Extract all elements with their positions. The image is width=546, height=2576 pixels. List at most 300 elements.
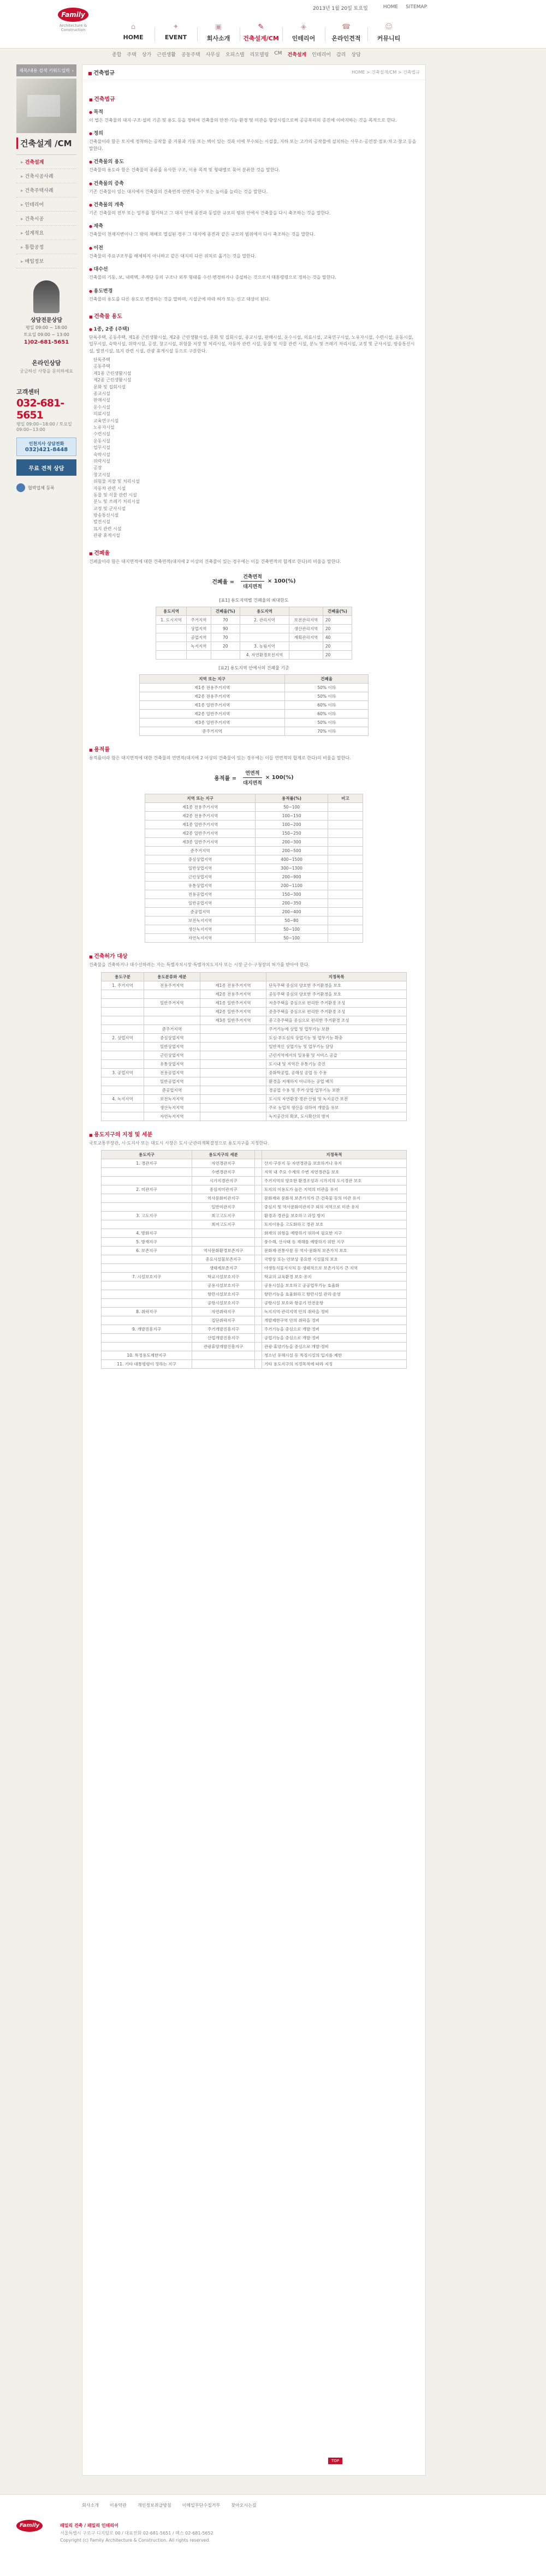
top-link-home[interactable]: HOME <box>383 4 399 10</box>
far-text: 용적률이라 함은 대지면적에 대한 건축물의 연면적(대지에 2 이상의 건축물이 있는 경우에는 이들 연면적의 합계로 한다)의 비율을 말한다. <box>89 756 351 761</box>
section-heading: ■ 용적률 <box>89 745 419 753</box>
table-cell <box>186 651 211 660</box>
section-heading: ■ 건폐율 <box>89 548 419 556</box>
table-cell: 자연녹지지역 <box>145 934 256 943</box>
formula-fraction <box>241 573 264 590</box>
table-cell: 도심·부도심의 상업기능 및 업무기능 확충 <box>266 1033 407 1042</box>
table-cell: 제1종 전용주거지역 <box>140 684 285 692</box>
list-item: 제1종 근린생활시설 <box>93 370 132 376</box>
table-row <box>102 1229 407 1238</box>
list-item: 의료시설 <box>93 411 110 417</box>
table-cell: 개발제한구역 안의 취락을 정비 <box>262 1316 406 1325</box>
table-cell <box>255 1212 262 1220</box>
sidebar-item[interactable]: ▸ 건축시공사례 <box>16 169 76 183</box>
permit-text: 건축물을 건축하거나 대수선하려는 자는 특별자치시장·특별자치도지사 또는 시장·군수·구청장의 허가를 받아야 한다. <box>89 962 310 968</box>
table-row <box>102 1203 407 1212</box>
table-cell <box>102 1343 192 1351</box>
table-row <box>102 1308 407 1316</box>
table-cell: 주거지역의 양호한 환경조성과 시가지의 도시경관 보호 <box>262 1177 406 1185</box>
table-row <box>102 1177 407 1185</box>
table-row <box>102 1334 407 1343</box>
list-item: 운수시설 <box>93 404 110 410</box>
table-header-cell: 용적률(%) <box>256 794 328 803</box>
sidebar-item[interactable]: ▸ 매입정보 <box>16 254 76 268</box>
formula-lhs: 건폐율 = <box>212 579 235 586</box>
list-item: 종교시설 <box>93 391 110 397</box>
table-header-cell: 지정목적 <box>262 1151 406 1159</box>
table-row <box>145 864 363 873</box>
logo-subtitle: Architecture & Construction <box>59 23 87 32</box>
table-cell <box>200 1077 266 1086</box>
table-cell: 150~250 <box>256 829 328 838</box>
partner-register-link[interactable] <box>16 483 76 492</box>
table-cell: 제1종 일반주거지역 <box>200 998 266 1007</box>
table-cell: 학교시설보호지구 <box>192 1273 254 1281</box>
table-row <box>140 701 369 710</box>
table-cell: 8. 취락지구 <box>102 1308 192 1316</box>
table-cell <box>328 916 363 925</box>
table-cell: 자연녹지지역 <box>144 1112 200 1121</box>
footer-link[interactable]: 찾아오시는길 <box>231 2503 257 2508</box>
top-link-sitemap[interactable]: SITEMAP <box>406 4 427 10</box>
nav-label: 커뮤니티 <box>377 35 401 42</box>
gift-icon: ✦ <box>173 23 179 31</box>
district-text: 국토교통부장관, 시·도지사 또는 대도시 시장은 도시·군관리계획결정으로 용도지구를 지정한다. <box>89 1140 269 1146</box>
paragraph: 이 법은 건축물의 대지·구조·설비 기준 및 용도 등을 정하여 건축물의 안전·기능·환경 및 미관을 향상시킴으로써 공공복리의 증진에 이바지하는 것을 목적으로 한다. <box>89 118 397 123</box>
coverage-formula <box>156 573 352 590</box>
people-icon: ☺ <box>385 23 393 31</box>
list-item: 숙박시설 <box>93 452 110 457</box>
table-cell <box>328 812 363 820</box>
table-cell: 200~300 <box>256 838 328 847</box>
table-cell <box>144 990 200 998</box>
table-cell: 항만기능을 효율화하고 항만시설 관리·운영 <box>262 1290 406 1299</box>
table-header-cell: 지정목록 <box>266 972 407 981</box>
table-cell: 50~80 <box>256 916 328 925</box>
table-cell: 저층주택을 중심으로 편리한 주거환경 조성 <box>266 998 407 1007</box>
table-cell: 관광휴양개발진흥지구 <box>192 1343 254 1351</box>
nav-label: 온라인견적 <box>331 35 361 42</box>
customer-center <box>16 387 76 432</box>
footer-info <box>60 2522 213 2544</box>
table-cell <box>255 1334 262 1343</box>
table-cell <box>255 1273 262 1281</box>
logo[interactable] <box>50 8 96 34</box>
nav-architecture[interactable] <box>240 23 282 43</box>
table-cell: 1. 도시지역 <box>156 616 187 625</box>
table-cell: 일반상업지역 <box>144 1042 200 1051</box>
table-cell: 제1종 전용주거지역 <box>145 803 256 812</box>
table-header-cell: 건폐율(%) <box>323 607 352 616</box>
table-cell: 40 <box>323 633 352 642</box>
online-consult[interactable] <box>16 358 76 374</box>
footer <box>0 2494 546 2576</box>
table-cell: 제2종 일반주거지역 <box>140 710 285 718</box>
table-cell: 준주거지역 <box>145 847 256 855</box>
list-item: 공동주택 <box>93 364 110 369</box>
table-row <box>102 1325 407 1334</box>
paragraph: 건축물의 용도를 다른 용도로 변경하는 것을 말하며, 시설군에 따라 허가 또는 신고 대상이 된다. <box>89 296 270 302</box>
table-cell <box>102 1334 192 1343</box>
table-cell <box>192 1360 254 1369</box>
table-header-cell: 건폐율(%) <box>211 607 240 616</box>
table-cell: 제1종 일반주거지역 <box>145 820 256 829</box>
formula-denominator: 대지면적 <box>243 781 262 787</box>
table-cell: 제1종 전용주거지역 <box>200 981 266 990</box>
table-cell <box>102 1194 192 1203</box>
sub-heading: ● 재축 <box>89 222 419 229</box>
sub-heading: ● 대수선 <box>89 265 419 272</box>
sidebar-item[interactable]: ▸ 인테리어 <box>16 197 76 212</box>
online-consult-sub: 궁금하신 사항을 문의하세요 <box>20 369 73 374</box>
table-row <box>102 1316 407 1325</box>
table-row <box>156 651 352 660</box>
list-item: 단독주택 <box>93 357 110 363</box>
table-cell <box>102 1112 144 1121</box>
customer-center-hours: 평일 09:00~18:00 / 토요일 09:00~13:00 <box>16 422 72 432</box>
table-cell: 도시내 및 지역간 유통기능 증진 <box>266 1059 407 1068</box>
sub-nav-item[interactable]: 오피스텔 <box>225 52 245 58</box>
table-cell: 공업기능을 중심으로 개발·정비 <box>262 1334 406 1343</box>
table-cell <box>102 1016 144 1025</box>
table-cell <box>144 1007 200 1016</box>
table-row <box>102 1247 407 1255</box>
sub-nav-item[interactable]: 건축설계 <box>287 52 307 58</box>
sidebar-item[interactable]: ▸ 설계적요 <box>16 226 76 240</box>
table-header-row <box>145 794 363 803</box>
table-cell: 생산관리지역 <box>289 625 323 633</box>
consult-hours-saturday: 토요일 09:00 ~ 13:00 <box>23 332 69 337</box>
table-cell <box>156 651 187 660</box>
table-cell: 최고고도지구 <box>192 1212 254 1220</box>
table-cell: 근린상업지역 <box>144 1051 200 1059</box>
table-cell <box>102 990 144 998</box>
table-row <box>102 1025 407 1033</box>
sidebar-item[interactable]: ▸ 건축시공 <box>16 212 76 226</box>
table-row <box>102 1194 407 1203</box>
free-estimate-banner[interactable]: 무료 견적 상담 <box>16 459 76 476</box>
table-cell: 상업지역 <box>186 625 211 633</box>
table-cell: 중화학공업, 공해성 공업 등 수용 <box>266 1068 407 1077</box>
section-heading: ■ 건축물 용도 <box>89 311 419 320</box>
table-cell: 중고층주택을 중심으로 편리한 주거환경 조성 <box>266 1016 407 1025</box>
table-row <box>145 882 363 890</box>
sub-nav-item[interactable]: CM <box>274 51 282 56</box>
sidebar-visual-image <box>16 79 76 133</box>
sub-nav-item[interactable]: 리모델링 <box>250 52 269 58</box>
table-cell: 자연취락지구 <box>192 1308 254 1316</box>
top-button[interactable]: TOP <box>328 2458 342 2464</box>
table-cell <box>102 1203 192 1212</box>
sidebar-item[interactable]: ▸ 건축주택사례 <box>16 183 76 197</box>
sub-nav-item[interactable]: 감리 <box>336 52 346 58</box>
consult-box <box>16 280 76 345</box>
table-cell <box>255 1177 262 1185</box>
table-cell: 중층주택을 중심으로 편리한 주거환경 조성 <box>266 1007 407 1016</box>
table-cell <box>328 899 363 908</box>
sub-nav-item[interactable]: 주택 <box>127 52 136 58</box>
list-item: 위락시설 <box>93 458 110 464</box>
nav-home[interactable] <box>112 23 155 43</box>
sub-nav-item[interactable]: 공동주택 <box>181 52 200 58</box>
table-cell: 1. 주거지역 <box>102 981 144 990</box>
table-header-cell: 용도지역 <box>240 607 289 616</box>
table-cell <box>255 1238 262 1247</box>
table-cell: 환경과 경관을 보호하고 과밀 방지 <box>262 1212 406 1220</box>
table-cell <box>102 998 144 1007</box>
table-cell: 관광·휴양기능을 중심으로 개발·정비 <box>262 1343 406 1351</box>
table-cell: 최저고도지구 <box>192 1220 254 1229</box>
consult-title: 상담전문상담 <box>31 317 62 324</box>
nav-community[interactable] <box>367 23 410 43</box>
table-row <box>145 803 363 812</box>
paragraph: 기존 건축물의 전부 또는 일부를 철거하고 그 대지 안에 종전과 동일한 규모의 범위 안에서 건축물을 다시 축조하는 것을 말한다. <box>89 210 331 215</box>
table-cell <box>240 633 289 642</box>
table-cell: 2. 미관지구 <box>102 1185 192 1194</box>
sub-nav-item[interactable]: 근린생활 <box>157 52 176 58</box>
page-title: ■ 건축법규 <box>88 68 115 76</box>
table-row <box>102 1220 407 1229</box>
sidebar-item[interactable]: ▸ 건축설계 <box>16 155 76 169</box>
table-cell: 항만시설보호지구 <box>192 1290 254 1299</box>
table-header-cell: 비고 <box>328 794 363 803</box>
avatar <box>33 280 60 313</box>
table-cell: 근린지역에서의 일용품 및 서비스 공급 <box>266 1051 407 1059</box>
table-cell: 2. 관리지역 <box>240 616 289 625</box>
table-cell: 문화재·전통사찰 등 역사·문화적 보존가치 보호 <box>262 1247 406 1255</box>
section-heading: ■ 건축법규 <box>89 94 419 103</box>
table-header-row <box>140 675 369 684</box>
table-cell: 근린상업지역 <box>145 873 256 882</box>
table-cell: 2. 상업지역 <box>102 1033 144 1042</box>
table-row <box>140 684 369 692</box>
sub-nav <box>0 48 546 60</box>
footer-menu <box>82 2502 257 2508</box>
sub-heading: ● 1종, 2종 (주택) <box>89 325 419 332</box>
table-cell: 중심상업지역 <box>144 1033 200 1042</box>
table-cell <box>328 820 363 829</box>
footer-link[interactable]: 회사소개 <box>82 2503 99 2508</box>
paragraph: 건축물의 용도라 함은 건축물의 종류를 유사한 구조, 이용 목적 및 형태별로 묶어 분류한 것을 말한다. <box>89 167 280 173</box>
table-cell <box>255 1316 262 1325</box>
footer-address: 서울특별시 구로구 디지털로 00 / 대표전화 02-681-5651 / 팩스 02-681-5652 <box>60 2530 213 2536</box>
nav-company[interactable] <box>197 23 240 43</box>
list-item: 관광 휴게시설 <box>93 533 120 538</box>
table-cell: 주거개발진흥지구 <box>192 1325 254 1334</box>
table-cell: 산지·구릉지 등 자연경관을 보호하거나 유지 <box>262 1159 406 1168</box>
table-row <box>102 990 407 998</box>
table-cell: 3. 고도지구 <box>102 1212 192 1220</box>
table-cell: 공용시설을 보호하고 공공업무기능 효율화 <box>262 1281 406 1290</box>
sidebar-item[interactable]: ▸ 통합공정 <box>16 240 76 254</box>
nav-interior[interactable] <box>282 23 325 43</box>
table-cell <box>255 1325 262 1334</box>
nav-event[interactable] <box>155 23 197 43</box>
sub-nav-item[interactable]: 인테리어 <box>312 52 331 58</box>
table-cell: 기타 용도지구의 지정목적에 따라 지정 <box>262 1360 406 1369</box>
footer-copyright: Copyright (c) Family Architecture & Construction. All rights reserved. <box>60 2538 211 2543</box>
nav-label: EVENT <box>164 34 187 41</box>
table-cell <box>102 1007 144 1016</box>
sub-heading: ● 정의 <box>89 129 419 136</box>
table-cell <box>156 633 187 642</box>
nav-estimate[interactable] <box>325 23 367 43</box>
table-cell: 공항시설 보호와 항공기 안전운항 <box>262 1299 406 1308</box>
table-cell: 100~200 <box>256 820 328 829</box>
table-cell <box>102 1103 144 1112</box>
table-cell: 일반적인 상업기능 및 업무기능 담당 <box>266 1042 407 1051</box>
table-row <box>102 1273 407 1281</box>
sub-nav-item[interactable]: 사무실 <box>205 52 220 58</box>
list-item: 방송통신시설 <box>93 513 119 518</box>
table-cell: 주거기능에 상업 및 업무기능 보완 <box>266 1025 407 1033</box>
table-row <box>156 616 352 625</box>
list-item: 교정 및 군사시설 <box>93 506 126 511</box>
paragraph: 건축물의 기둥, 보, 내력벽, 주계단 등의 구조나 외부 형태를 수선·변경하거나 증설하는 것으로서 대통령령으로 정하는 것을 말한다. <box>89 275 336 280</box>
table-cell: 50~100 <box>256 934 328 943</box>
table-cell <box>255 1264 262 1273</box>
table-header-cell <box>289 607 323 616</box>
table-cell <box>200 1086 266 1094</box>
table-cell: 공용시설보호지구 <box>192 1281 254 1290</box>
table-row <box>145 855 363 864</box>
list-item: 수련시설 <box>93 432 110 437</box>
list-item: 업무시설 <box>93 445 110 451</box>
table-cell: 20 <box>323 642 352 651</box>
table-cell <box>192 1229 254 1238</box>
table-cell: 1. 경관지구 <box>102 1159 192 1168</box>
table-header-cell: 용도지구의 세분 <box>192 1151 254 1159</box>
consult-hours-weekday: 평일 09:00 ~ 18:00 <box>26 325 67 330</box>
table-row <box>102 1059 407 1068</box>
table-cell: 화재의 위험을 예방하기 위하여 필요한 지구 <box>262 1229 406 1238</box>
paragraph: 건축물의 주요구조부를 해체하지 아니하고 같은 대지의 다른 위치로 옮기는 것을 말한다. <box>89 253 257 259</box>
table-cell: 녹지공간의 확보, 도시확산의 방지 <box>266 1112 407 1121</box>
table-row <box>102 1068 407 1077</box>
customer-center-title: 고객센터 <box>16 388 40 396</box>
table-cell <box>255 1247 262 1255</box>
table-row <box>102 1051 407 1059</box>
table-cell <box>192 1351 254 1360</box>
incheon-banner[interactable] <box>16 438 76 456</box>
table-cell <box>328 890 363 899</box>
table-row <box>102 998 407 1007</box>
table-cell: 계획관리지역 <box>289 633 323 642</box>
sidebar-menu <box>16 154 76 268</box>
coverage-standard-table <box>139 674 369 736</box>
table-cell: 준주거지역 <box>144 1025 200 1033</box>
coverage-text: 건폐율이라 함은 대지면적에 대한 건축면적(대지에 2 이상의 건축물이 있는 경우에는 이들 건축면적의 합계로 한다)의 비율을 말한다. <box>89 559 341 564</box>
list-item: 노유자시설 <box>93 424 115 430</box>
main-content <box>82 64 426 2476</box>
sub-heading: ● 건축물의 개축 <box>89 201 419 208</box>
table-cell <box>240 625 289 633</box>
table-cell: 토지이용을 고도화하고 경관 보호 <box>262 1220 406 1229</box>
table-row <box>145 820 363 829</box>
table-cell <box>102 1051 144 1059</box>
table-row <box>145 908 363 916</box>
table-cell <box>328 882 363 890</box>
sidebar-search[interactable] <box>16 64 76 76</box>
table-cell <box>102 1299 192 1308</box>
table-cell: 일반공업지역 <box>145 899 256 908</box>
table-row <box>102 1007 407 1016</box>
table-cell: 토지의 이용도가 높은 지역의 미관을 유지 <box>262 1185 406 1194</box>
table-cell <box>102 1059 144 1068</box>
list-item: 창고시설 <box>93 472 110 477</box>
table-cell <box>102 1316 192 1325</box>
sub-heading: ● 건축물의 용도 <box>89 158 419 165</box>
table-cell <box>328 829 363 838</box>
sub-nav-item[interactable]: 종합 <box>112 52 122 58</box>
table-cell: 보전녹지지역 <box>145 916 256 925</box>
table-cell: 20 <box>323 625 352 633</box>
table-row <box>102 1255 407 1264</box>
formula-numerator: 연면적 <box>243 769 262 778</box>
table-header-cell <box>186 607 211 616</box>
table-row <box>102 1168 407 1177</box>
table-cell: 야생동식물서식처 등 생태적으로 보존가치가 큰 지역 <box>262 1264 406 1273</box>
table-cell: 준공업지역 <box>145 908 256 916</box>
sub-nav-item[interactable]: 상담 <box>351 52 361 58</box>
district-table <box>101 1150 407 1369</box>
table-cell: 10. 특정용도제한지구 <box>102 1351 192 1360</box>
table-cell: 3. 공업지역 <box>102 1068 144 1077</box>
table-cell: 풍수해, 산사태 등 재해를 예방하기 위한 지구 <box>262 1238 406 1247</box>
footer-logo-mark: Family <box>16 2520 43 2532</box>
table-row <box>102 981 407 990</box>
partner-register-label: 협력업체 등록 <box>28 485 55 490</box>
table-cell: 집단취락지구 <box>192 1316 254 1325</box>
table-row <box>102 1033 407 1042</box>
table-row <box>140 710 369 718</box>
table-cell <box>255 1343 262 1351</box>
table-row <box>140 718 369 727</box>
footer-link[interactable]: 개인정보취급방침 <box>137 2503 171 2508</box>
table-cell <box>255 1159 262 1168</box>
table-cell: 200~350 <box>256 899 328 908</box>
table-row <box>102 1212 407 1220</box>
table-row <box>102 1299 407 1308</box>
footer-link[interactable]: 이메일무단수집거부 <box>182 2503 221 2508</box>
table-header-row <box>102 1151 407 1159</box>
partner-icon <box>16 483 25 492</box>
table-cell: 제3종 일반주거지역 <box>140 718 285 727</box>
list-item: 묘지 관련 시설 <box>93 526 122 531</box>
table-cell: 70% 이하 <box>285 727 369 736</box>
breadcrumb: HOME > 건축설계/CM > 건축법규 <box>352 70 420 75</box>
table-cell: 전용공업지역 <box>145 890 256 899</box>
table-cell: 준주거지역 <box>140 727 285 736</box>
table-cell: 중심지 및 역사문화미관지구 외의 지역으로 미관 유지 <box>262 1203 406 1212</box>
footer-link[interactable]: 이용약관 <box>109 2503 127 2508</box>
table-row <box>102 1351 407 1360</box>
list-item: 동물 및 식물 관련 시설 <box>93 492 137 498</box>
table-row <box>145 829 363 838</box>
section-heading: ■ 용도지구의 지정 및 세분 <box>89 1130 419 1138</box>
table-cell: 중심지미관지구 <box>192 1185 254 1194</box>
table-cell: 일반주거지역 <box>144 998 200 1007</box>
sub-nav-item[interactable]: 상가 <box>141 52 152 58</box>
sidebar-title: 건축설계 /CM <box>16 137 76 149</box>
table-cell: 제3종 일반주거지역 <box>200 1016 266 1025</box>
table-cell <box>328 855 363 864</box>
content-header <box>82 65 425 80</box>
table-cell: 5. 방재지구 <box>102 1238 192 1247</box>
table-cell: 산업개발진흥지구 <box>192 1334 254 1343</box>
table-cell <box>328 925 363 934</box>
table-cell: 제1종 일반주거지역 <box>140 701 285 710</box>
